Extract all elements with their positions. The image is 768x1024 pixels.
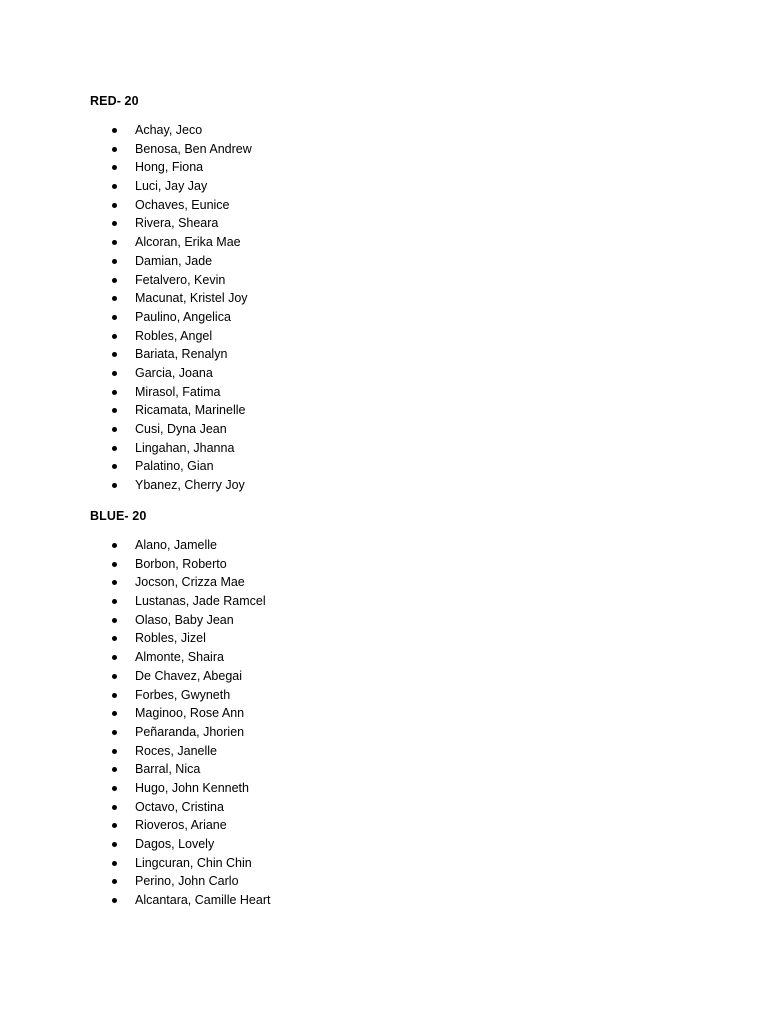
bullet-icon [112, 580, 117, 585]
bullet-icon [112, 390, 117, 395]
list-item [90, 816, 690, 835]
bullet-icon [112, 805, 117, 810]
group-heading-blue: BLUE- 20 [90, 509, 147, 523]
list-item-label: Dagos, Lovely [135, 837, 215, 851]
list-item [90, 592, 690, 611]
list-item-label: Cusi, Dyna Jean [135, 422, 227, 436]
list-item-label: Peñaranda, Jhorien [135, 724, 245, 739]
bullet-icon [112, 483, 117, 488]
list-item-label: Borbon, Roberto [135, 556, 227, 571]
list-item-label: Bariata, Renalyn [135, 347, 228, 362]
bullet-icon [112, 879, 117, 884]
bullet-icon [112, 898, 117, 903]
bullet-icon [112, 823, 117, 828]
list-item-label: Alcantara, Camille Heart [135, 893, 271, 908]
list-item-label: Octavo, Cristina [135, 799, 224, 814]
list-item-label: Luci, Jay Jay [135, 179, 208, 194]
bullet-icon [112, 543, 117, 548]
bullet-icon [112, 240, 117, 245]
list-item-label: Almonte, Shaira [135, 650, 224, 665]
bullet-icon [112, 786, 117, 791]
bullet-icon [112, 128, 117, 133]
list-item [90, 383, 690, 402]
list-item [90, 476, 690, 495]
bullet-icon [112, 352, 117, 357]
bullet-icon [112, 655, 117, 660]
bullet-icon [112, 618, 117, 623]
list-item [90, 233, 690, 252]
bullet-icon [112, 259, 117, 264]
bullet-icon [112, 296, 117, 301]
bullet-icon [112, 446, 117, 451]
list-item [90, 327, 690, 346]
list-item [90, 420, 690, 439]
group-blue [90, 507, 690, 910]
list-item-label: Fetalvero, Kevin [135, 272, 226, 287]
list-item [90, 835, 690, 854]
list-item [90, 252, 690, 271]
list-item [90, 140, 690, 159]
list-item-label: Alcoran, Erika Mae [135, 235, 241, 250]
list-item [90, 742, 690, 761]
list-item [90, 345, 690, 364]
list-item-label: Jocson, Crizza Mae [135, 575, 245, 590]
bullet-icon [112, 749, 117, 754]
list-item [90, 457, 690, 476]
bullet-icon [112, 464, 117, 469]
list-item [90, 439, 690, 458]
bullet-icon [112, 636, 117, 641]
list-item [90, 648, 690, 667]
list-item-label: Benosa, Ben Andrew [135, 141, 252, 156]
list-item [90, 779, 690, 798]
list-item [90, 629, 690, 648]
bullet-icon [112, 693, 117, 698]
list-item-label: Rivera, Sheara [135, 216, 219, 231]
list-item [90, 214, 690, 233]
list-item [90, 289, 690, 308]
list-item [90, 271, 690, 290]
group-red [90, 92, 690, 495]
list-item-label: Hong, Fiona [135, 160, 204, 175]
list-item-label: Garcia, Joana [135, 365, 213, 380]
bullet-icon [112, 711, 117, 716]
bullet-icon [112, 371, 117, 376]
list-item-label: Rioveros, Ariane [135, 818, 227, 833]
list-item [90, 573, 690, 592]
bullet-icon [112, 861, 117, 866]
list-item [90, 158, 690, 177]
list-item [90, 667, 690, 686]
list-item [90, 177, 690, 196]
list-item [90, 798, 690, 817]
bullet-icon [112, 408, 117, 413]
list-item [90, 555, 690, 574]
list-item [90, 611, 690, 630]
bullet-icon [112, 184, 117, 189]
list-item-label: De Chavez, Abegai [135, 668, 243, 683]
list-item-label: Ricamata, Marinelle [135, 403, 246, 418]
bullet-icon [112, 203, 117, 208]
list-item-label: Robles, Angel [135, 328, 213, 343]
list-item [90, 121, 690, 140]
list-item [90, 686, 690, 705]
bullet-icon [112, 599, 117, 604]
list-item-label: Olaso, Baby Jean [135, 612, 234, 627]
list-item-label: Ybanez, Cherry Joy [135, 478, 245, 493]
name-list-red [90, 121, 690, 495]
bullet-icon [112, 334, 117, 339]
bullet-icon [112, 730, 117, 735]
list-item-label: Maginoo, Rose Ann [135, 706, 245, 721]
list-item-label: Barral, Nica [135, 762, 201, 777]
bullet-icon [112, 221, 117, 226]
list-item-label: Perino, John Carlo [135, 874, 239, 889]
bullet-icon [112, 842, 117, 847]
list-item-label: Robles, Jizel [135, 631, 206, 646]
list-item-label: Palatino, Gian [135, 459, 214, 474]
list-item-label: Lustanas, Jade Ramcel [135, 594, 266, 609]
list-item-label: Roces, Janelle [135, 743, 217, 758]
name-list-blue [90, 536, 690, 910]
bullet-icon [112, 767, 117, 772]
list-item [90, 308, 690, 327]
list-item [90, 196, 690, 215]
list-item-label: Achay, Jeco [135, 123, 203, 137]
list-item [90, 760, 690, 779]
list-item-label: Forbes, Gwyneth [135, 687, 231, 702]
list-item-label: Lingahan, Jhanna [135, 440, 235, 455]
list-item [90, 704, 690, 723]
list-item [90, 854, 690, 873]
list-item [90, 401, 690, 420]
list-item-label: Alano, Jamelle [135, 538, 217, 552]
list-item [90, 364, 690, 383]
list-item [90, 872, 690, 891]
list-item-label: Ochaves, Eunice [135, 197, 230, 212]
list-item [90, 891, 690, 910]
group-heading-red: RED- 20 [90, 94, 139, 108]
list-item-label: Paulino, Angelica [135, 309, 231, 324]
bullet-icon [112, 427, 117, 432]
bullet-icon [112, 165, 117, 170]
list-item-label: Macunat, Kristel Joy [135, 291, 248, 306]
list-item-label: Lingcuran, Chin Chin [135, 855, 252, 870]
list-item-label: Hugo, John Kenneth [135, 780, 249, 795]
bullet-icon [112, 562, 117, 567]
bullet-icon [112, 147, 117, 152]
list-item-label: Mirasol, Fatima [135, 384, 221, 399]
list-item [90, 536, 690, 555]
bullet-icon [112, 278, 117, 283]
bullet-icon [112, 315, 117, 320]
bullet-icon [112, 674, 117, 679]
list-item-label: Damian, Jade [135, 253, 213, 268]
list-item [90, 723, 690, 742]
